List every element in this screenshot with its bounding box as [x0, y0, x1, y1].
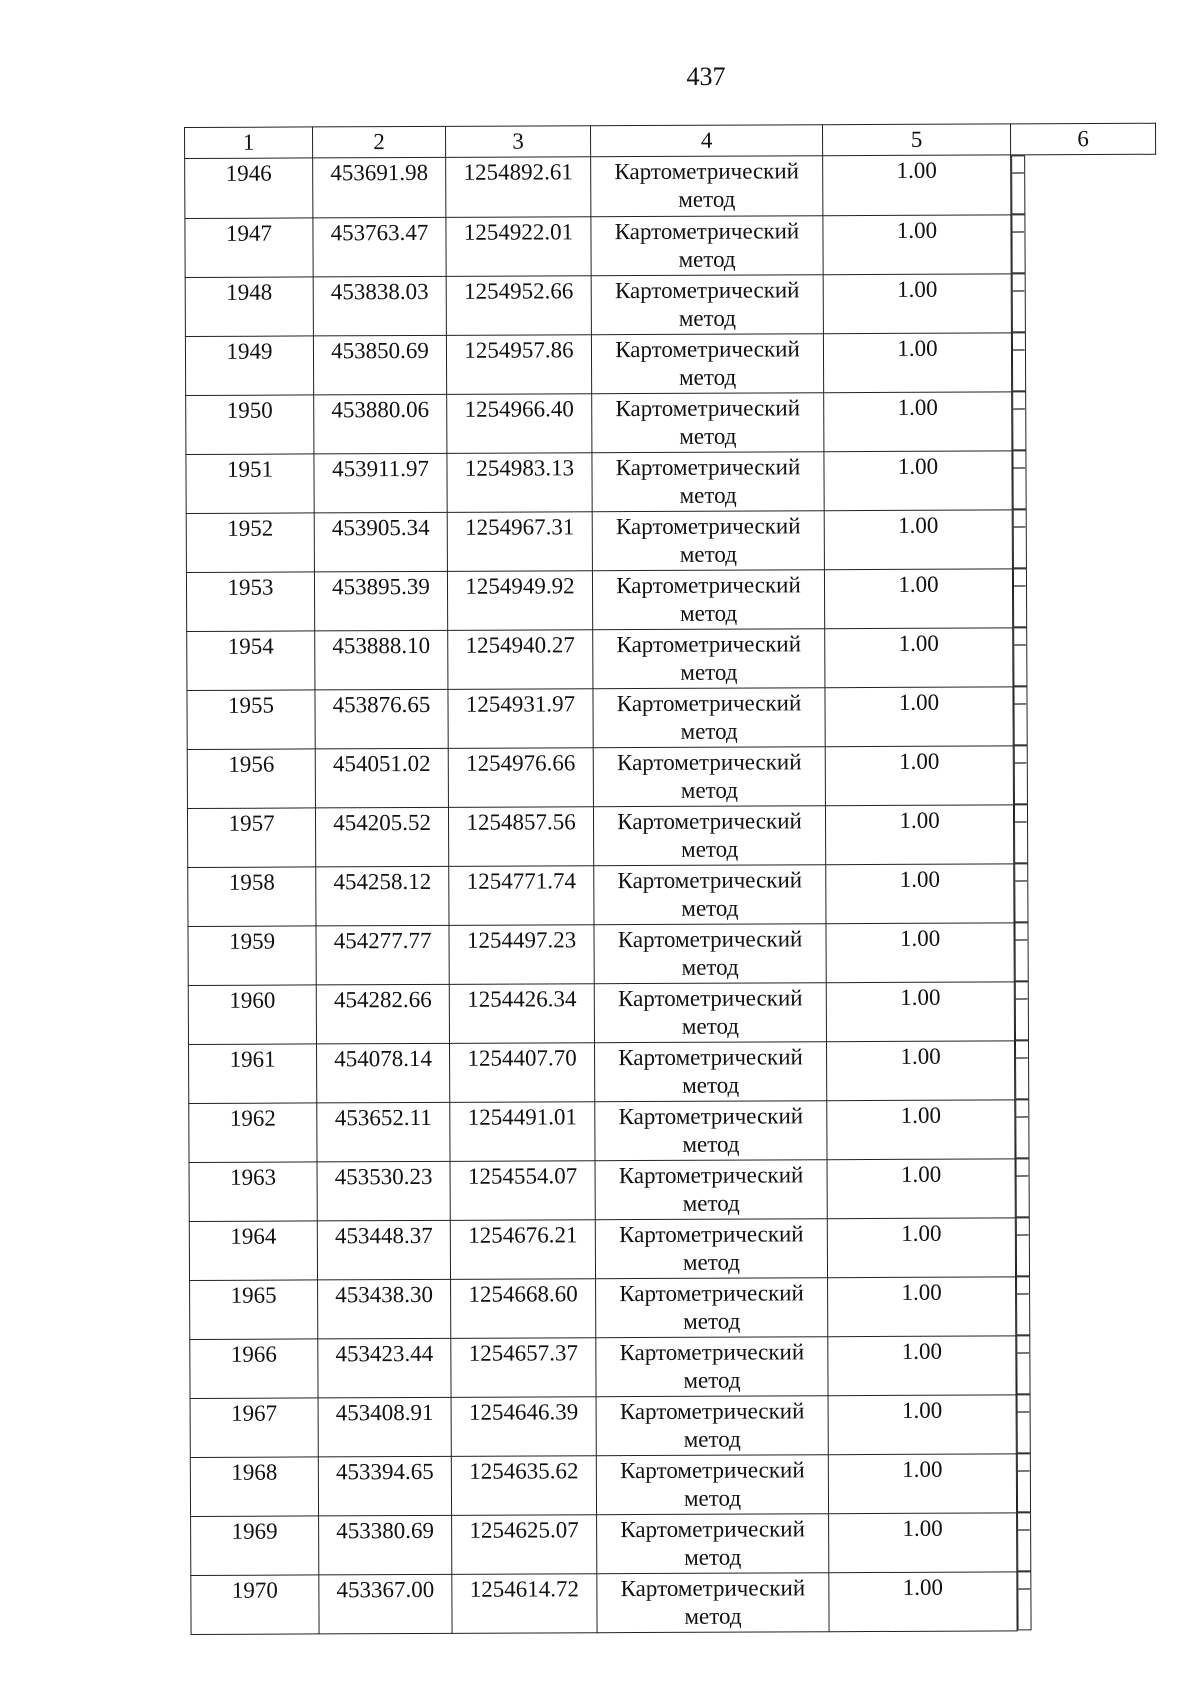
- point-number-cell: 1968: [190, 1456, 318, 1516]
- accuracy-cell: 1.00: [829, 1571, 1017, 1631]
- x-coordinate-cell: 453652.11: [317, 1102, 450, 1162]
- method-cell: Картометрический метод: [596, 1395, 828, 1455]
- x-coordinate-cell: 453408.91: [318, 1397, 451, 1457]
- table-row: [185, 332, 1156, 395]
- method-cell: Картометрический метод: [596, 1277, 828, 1337]
- description-cell: –: [1011, 214, 1025, 273]
- point-number-cell: 1956: [187, 748, 315, 808]
- description-cell: –: [1015, 1040, 1029, 1099]
- table-row: [190, 1394, 1161, 1457]
- x-coordinate-cell: 453911.97: [314, 453, 447, 513]
- table-row: [185, 154, 1156, 218]
- description-cell: –: [1012, 450, 1026, 509]
- y-coordinate-cell: 1254668.60: [451, 1278, 596, 1338]
- method-cell: Картометрический метод: [595, 1218, 827, 1278]
- description-cell: –: [1017, 1394, 1031, 1453]
- table-row: [188, 863, 1159, 926]
- y-coordinate-cell: 1254976.66: [448, 747, 593, 807]
- x-coordinate-cell: 453895.39: [314, 571, 447, 631]
- method-cell: Картометрический метод: [594, 864, 826, 924]
- description-cell: –: [1014, 804, 1028, 863]
- description-cell: –: [1013, 686, 1027, 745]
- point-number-cell: 1948: [185, 276, 313, 336]
- method-cell: Картометрический метод: [595, 1100, 827, 1160]
- accuracy-cell: 1.00: [825, 745, 1013, 805]
- accuracy-cell: 1.00: [823, 273, 1011, 333]
- column-header: 3: [445, 126, 590, 158]
- description-cell: –: [1014, 863, 1028, 922]
- description-cell: –: [1013, 568, 1027, 627]
- method-cell: Картометрический метод: [592, 510, 824, 570]
- table-row: [189, 1099, 1160, 1162]
- x-coordinate-cell: 453530.23: [317, 1161, 450, 1221]
- table-row: [185, 273, 1156, 336]
- method-cell: Картометрический метод: [591, 333, 823, 393]
- description-cell: –: [1011, 155, 1025, 214]
- page-number: 437: [686, 62, 726, 91]
- description-cell: –: [1015, 1099, 1029, 1158]
- x-coordinate-cell: 454205.52: [315, 807, 448, 867]
- method-cell: Картометрический метод: [591, 156, 823, 217]
- column-header: 2: [313, 126, 446, 158]
- point-number-cell: 1965: [190, 1279, 318, 1339]
- accuracy-cell: 1.00: [828, 1394, 1016, 1454]
- y-coordinate-cell: 1254949.92: [447, 570, 592, 630]
- method-cell: Картометрический метод: [595, 1159, 827, 1219]
- y-coordinate-cell: 1254892.61: [446, 157, 591, 217]
- point-number-cell: 1949: [185, 335, 313, 395]
- accuracy-cell: 1.00: [826, 922, 1014, 982]
- accuracy-cell: 1.00: [826, 863, 1014, 923]
- accuracy-cell: 1.00: [827, 1158, 1015, 1218]
- y-coordinate-cell: 1254491.01: [450, 1101, 595, 1161]
- y-coordinate-cell: 1254676.21: [450, 1219, 595, 1279]
- table-row: [188, 981, 1159, 1044]
- point-number-cell: 1970: [191, 1574, 319, 1634]
- table-row: [189, 1217, 1160, 1280]
- y-coordinate-cell: 1254967.31: [447, 511, 592, 571]
- accuracy-cell: 1.00: [824, 391, 1012, 451]
- description-cell: –: [1012, 332, 1026, 391]
- y-coordinate-cell: 1254657.37: [451, 1337, 596, 1397]
- y-coordinate-cell: 1254922.01: [446, 216, 591, 276]
- column-header: 6: [1010, 123, 1155, 155]
- description-cell: –: [1017, 1571, 1031, 1630]
- accuracy-cell: 1.00: [829, 1512, 1017, 1572]
- accuracy-cell: 1.00: [826, 1040, 1014, 1100]
- description-cell: –: [1012, 273, 1026, 332]
- accuracy-cell: 1.00: [825, 627, 1013, 687]
- accuracy-cell: 1.00: [825, 804, 1013, 864]
- description-cell: –: [1017, 1453, 1031, 1512]
- table-row: [187, 686, 1158, 749]
- x-coordinate-cell: 453888.10: [315, 630, 448, 690]
- x-coordinate-cell: 453838.03: [313, 276, 446, 336]
- accuracy-cell: 1.00: [827, 1099, 1015, 1159]
- table-row: [190, 1276, 1161, 1339]
- y-coordinate-cell: 1254957.86: [446, 334, 591, 394]
- description-cell: –: [1016, 1335, 1030, 1394]
- accuracy-cell: 1.00: [823, 155, 1011, 215]
- method-cell: Картометрический метод: [594, 982, 826, 1042]
- x-coordinate-cell: 453905.34: [314, 512, 447, 572]
- description-cell: –: [1014, 745, 1028, 804]
- x-coordinate-cell: 453423.44: [318, 1338, 451, 1398]
- y-coordinate-cell: 1254625.07: [452, 1514, 597, 1574]
- accuracy-cell: 1.00: [823, 214, 1011, 274]
- method-cell: Картометрический метод: [592, 569, 824, 629]
- table-row: [185, 214, 1156, 277]
- point-number-cell: 1951: [186, 453, 314, 513]
- y-coordinate-cell: 1254940.27: [448, 629, 593, 689]
- point-number-cell: 1962: [189, 1102, 317, 1162]
- table-row: [191, 1571, 1162, 1634]
- point-number-cell: 1953: [186, 571, 314, 631]
- method-cell: Картометрический метод: [591, 274, 823, 334]
- table-body: [185, 123, 1163, 1634]
- point-number-cell: 1964: [189, 1220, 317, 1280]
- point-number-cell: 1950: [186, 394, 314, 454]
- table-row: [186, 391, 1157, 454]
- x-coordinate-cell: 453880.06: [314, 394, 447, 454]
- method-cell: Картометрический метод: [593, 628, 825, 688]
- x-coordinate-cell: 454078.14: [316, 1043, 449, 1103]
- table-row: [186, 509, 1157, 572]
- coordinates-table: [184, 123, 1163, 1635]
- y-coordinate-cell: 1254635.62: [451, 1455, 596, 1515]
- table-row: [188, 922, 1159, 985]
- accuracy-cell: 1.00: [826, 981, 1014, 1041]
- table-row: [189, 1040, 1160, 1103]
- accuracy-cell: 1.00: [828, 1335, 1016, 1395]
- accuracy-cell: 1.00: [824, 568, 1012, 628]
- description-cell: –: [1012, 391, 1026, 450]
- table-row: [190, 1453, 1161, 1516]
- x-coordinate-cell: 454282.66: [316, 984, 449, 1044]
- x-coordinate-cell: 454051.02: [315, 748, 448, 808]
- x-coordinate-cell: 454258.12: [316, 866, 449, 926]
- table-row: [186, 568, 1157, 631]
- point-number-cell: 1961: [189, 1043, 317, 1103]
- method-cell: Картометрический метод: [593, 746, 825, 806]
- description-cell: –: [1016, 1276, 1030, 1335]
- accuracy-cell: 1.00: [823, 332, 1011, 392]
- coordinates-table-container: [184, 123, 1162, 1635]
- y-coordinate-cell: 1254771.74: [449, 865, 594, 925]
- point-number-cell: 1946: [185, 158, 313, 218]
- point-number-cell: 1958: [188, 866, 316, 926]
- description-cell: –: [1015, 981, 1029, 1040]
- table-header-row: [185, 123, 1156, 158]
- y-coordinate-cell: 1254931.97: [448, 688, 593, 748]
- y-coordinate-cell: 1254614.72: [452, 1573, 597, 1633]
- accuracy-cell: 1.00: [828, 1276, 1016, 1336]
- x-coordinate-cell: 453448.37: [317, 1220, 450, 1280]
- point-number-cell: 1947: [185, 217, 313, 277]
- column-header: 4: [590, 125, 822, 157]
- accuracy-cell: 1.00: [825, 686, 1013, 746]
- point-number-cell: 1954: [187, 630, 315, 690]
- method-cell: Картометрический метод: [593, 687, 825, 747]
- x-coordinate-cell: 453763.47: [313, 217, 446, 277]
- table-row: [187, 627, 1158, 690]
- method-cell: Картометрический метод: [594, 1041, 826, 1101]
- table-row: [187, 804, 1158, 867]
- method-cell: Картометрический метод: [592, 392, 824, 452]
- point-number-cell: 1959: [188, 925, 316, 985]
- point-number-cell: 1960: [188, 984, 316, 1044]
- x-coordinate-cell: 453850.69: [313, 335, 446, 395]
- x-coordinate-cell: 453691.98: [313, 157, 446, 217]
- x-coordinate-cell: 454277.77: [316, 925, 449, 985]
- method-cell: Картометрический метод: [597, 1572, 829, 1632]
- table-row: [190, 1335, 1161, 1398]
- y-coordinate-cell: 1254407.70: [449, 1042, 594, 1102]
- column-header: 5: [822, 124, 1010, 156]
- table-row: [191, 1512, 1162, 1575]
- x-coordinate-cell: 453367.00: [319, 1574, 452, 1634]
- method-cell: Картометрический метод: [596, 1454, 828, 1514]
- point-number-cell: 1966: [190, 1338, 318, 1398]
- description-cell: –: [1016, 1217, 1030, 1276]
- method-cell: Картометрический метод: [592, 451, 824, 511]
- y-coordinate-cell: 1254857.56: [448, 806, 593, 866]
- accuracy-cell: 1.00: [824, 450, 1012, 510]
- point-number-cell: 1969: [191, 1515, 319, 1575]
- method-cell: Картометрический метод: [591, 215, 823, 275]
- accuracy-cell: 1.00: [824, 509, 1012, 569]
- method-cell: Картометрический метод: [597, 1513, 829, 1573]
- accuracy-cell: 1.00: [827, 1217, 1015, 1277]
- y-coordinate-cell: 1254966.40: [447, 393, 592, 453]
- point-number-cell: 1967: [190, 1397, 318, 1457]
- accuracy-cell: 1.00: [828, 1453, 1016, 1513]
- y-coordinate-cell: 1254646.39: [451, 1396, 596, 1456]
- description-cell: –: [1013, 627, 1027, 686]
- point-number-cell: 1963: [189, 1161, 317, 1221]
- y-coordinate-cell: 1254426.34: [449, 983, 594, 1043]
- y-coordinate-cell: 1254497.23: [449, 924, 594, 984]
- column-header: 1: [185, 127, 313, 159]
- description-cell: –: [1016, 1158, 1030, 1217]
- y-coordinate-cell: 1254983.13: [447, 452, 592, 512]
- point-number-cell: 1955: [187, 689, 315, 749]
- description-cell: –: [1013, 509, 1027, 568]
- description-cell: –: [1017, 1512, 1031, 1571]
- x-coordinate-cell: 453438.30: [318, 1279, 451, 1339]
- x-coordinate-cell: 453380.69: [319, 1515, 452, 1575]
- table-row: [189, 1158, 1160, 1221]
- method-cell: Картометрический метод: [594, 923, 826, 983]
- table-row: [187, 745, 1158, 808]
- point-number-cell: 1952: [186, 512, 314, 572]
- y-coordinate-cell: 1254952.66: [446, 275, 591, 335]
- table-row: [186, 450, 1157, 513]
- x-coordinate-cell: 453876.65: [315, 689, 448, 749]
- method-cell: Картометрический метод: [596, 1336, 828, 1396]
- y-coordinate-cell: 1254554.07: [450, 1160, 595, 1220]
- point-number-cell: 1957: [187, 807, 315, 867]
- method-cell: Картометрический метод: [593, 805, 825, 865]
- description-cell: –: [1014, 922, 1028, 981]
- x-coordinate-cell: 453394.65: [318, 1456, 451, 1516]
